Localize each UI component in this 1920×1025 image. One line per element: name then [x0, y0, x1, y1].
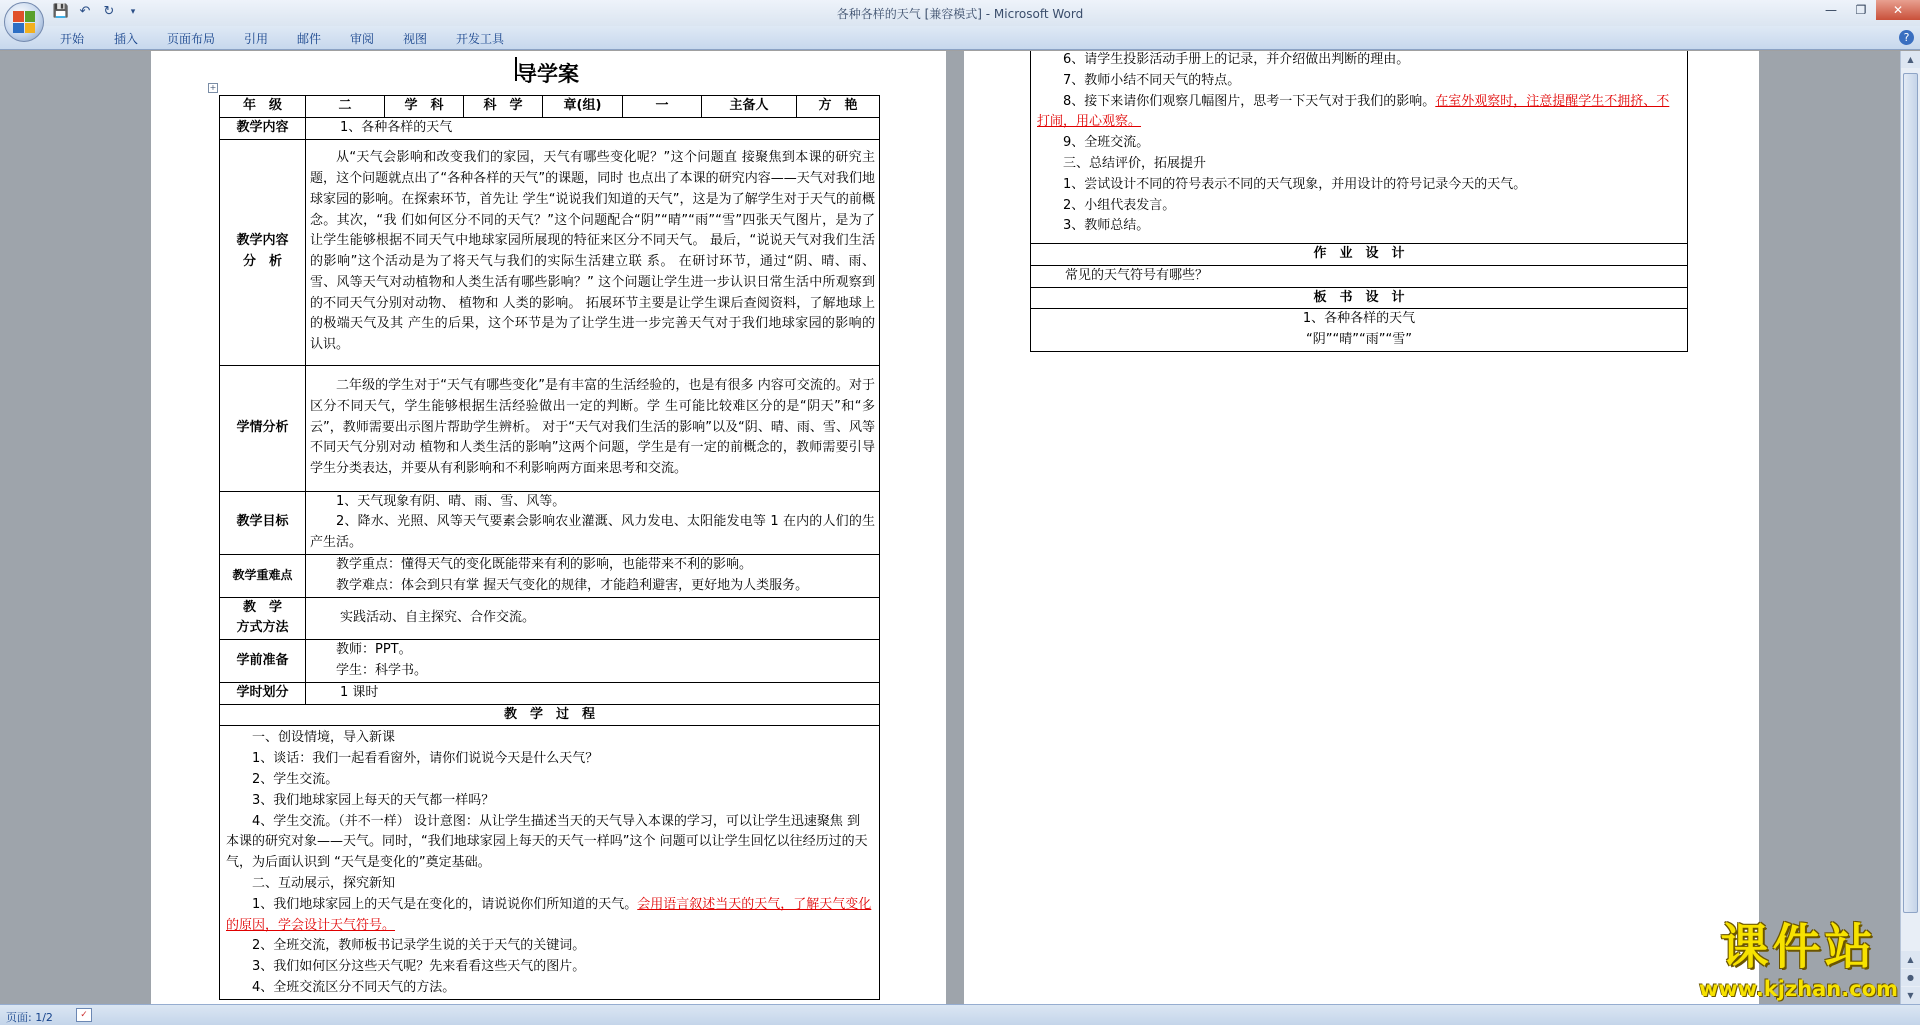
lesson-table-continued — [1030, 51, 1688, 352]
ribbon-tabs — [0, 26, 1920, 50]
student-text: 二年级的学生对于“天气有哪些变化”是有丰富的生活经验的，也是有很多 内容可交流的。对于区分不同天气，学生能够根据生活经验做出一定的判断。学 生可能比较难区分的是“阴天”和“多云”，教师需要出示图片帮助学生辨析。 对于“天气对我们生活的影响”以及“阴、晴、雨、雪、风等不同天气分别对动 植物和人类生活的影响”这两个问题，学生是有一定的前概念的，教师需要引导 学生分类表达，并要从有利影响和不利影响两方面来思考和交流。 — [306, 365, 880, 491]
time-value: 1 课时 — [306, 682, 880, 704]
prep-label: 学前准备 — [220, 640, 306, 683]
process-r3: 3、教师总结。 — [1063, 218, 1150, 234]
minimize-button[interactable]: — — [1825, 3, 1837, 17]
watermark-url: www.kjzhan.com — [1698, 977, 1898, 1001]
office-button[interactable] — [4, 2, 44, 42]
subject-label: 学 科 — [385, 96, 464, 118]
process-q9: 9、全班交流。 — [1063, 135, 1150, 151]
document-workspace — [0, 51, 1900, 1004]
page-1 — [151, 51, 946, 1004]
board-label: 板 书 设 计 — [1031, 287, 1688, 309]
process-section-3: 三、总结评价，拓展提升 — [1063, 155, 1207, 171]
process-q8 — [1037, 92, 1681, 134]
analysis-label — [220, 139, 306, 365]
tab-review[interactable]: 审阅 — [350, 32, 375, 46]
key-label: 教学重难点 — [220, 554, 306, 597]
process-r1: 1、尝试设计不同的符号表示不同的天气现象，并用设计的符号记录今天的天气。 — [1063, 176, 1527, 192]
title-bar — [0, 0, 1920, 26]
customize-qat-icon[interactable]: ▾ — [130, 7, 136, 17]
board-line-1: 1、各种各样的天气 — [1302, 311, 1416, 327]
process-continued-cell — [1031, 51, 1688, 244]
window-title: 各种各样的天气 [兼容模式] - Microsoft Word — [836, 7, 1084, 21]
board-line-2: “阴”“晴”“雨”“雪” — [1306, 332, 1412, 348]
process-q1-text: 1、我们地球家园上的天气是在变化的，请说说你们所知道的天气。 — [252, 896, 638, 912]
method-label-line1: 教 学 — [242, 599, 282, 615]
process-q8-highlight: 在室外观察时，注意提醒学生不拥挤、不打闹，用心观察。 — [1037, 93, 1670, 130]
scroll-up-icon[interactable]: ▲ — [1901, 51, 1920, 68]
watermark-title: 课件站 — [1720, 919, 1877, 975]
watermark-logo — [1699, 908, 1898, 1001]
page-2 — [964, 51, 1759, 1004]
vertical-scrollbar[interactable] — [1900, 51, 1920, 1004]
process-q7: 7、教师小结不同天气的特点。 — [1063, 72, 1241, 88]
process-section-2: 二、互动展示，探究新知 — [252, 875, 396, 891]
process-q6: 6、请学生投影活动手册上的记录，并介绍做出判断的理由。 — [1063, 52, 1410, 67]
prep-line-2: 学生：科学书。 — [336, 662, 428, 678]
process-label: 教 学 过 程 — [220, 704, 880, 726]
page-indicator[interactable]: 页面: 1/2 — [6, 1011, 53, 1024]
tab-insert[interactable]: 插入 — [114, 32, 139, 46]
grade-value: 二 — [306, 96, 385, 118]
goal-line-2: 2、降水、光照、风等天气要素会影响农业灌溉、风力发电、太阳能发电等 1 在内的人们的生产生活。 — [310, 514, 875, 551]
goal-label: 教学目标 — [220, 491, 306, 554]
preparer-label: 主备人 — [702, 96, 797, 118]
process-step-3: 3、我们地球家园上每天的天气都一样吗？ — [252, 792, 495, 808]
key-line-1: 教学重点：懂得天气的变化既能带来有利的影响，也能带来不利的影响。 — [336, 556, 753, 572]
redo-icon[interactable]: ↻ — [103, 4, 115, 19]
process-q4: 4、全班交流区分不同天气的方法。 — [252, 979, 456, 995]
subject-value: 科 学 — [464, 96, 543, 118]
preparer-value: 方 艳 — [797, 96, 880, 118]
content-label: 教学内容 — [220, 117, 306, 139]
next-page-icon[interactable]: ▼ — [1901, 987, 1920, 1004]
chapter-label: 章(组) — [543, 96, 623, 118]
select-browse-object-icon[interactable]: ● — [1901, 969, 1920, 986]
scroll-thumb[interactable] — [1903, 73, 1918, 913]
doc-title: 导学案 — [516, 62, 579, 86]
homework-value: 常见的天气符号有哪些？ — [1031, 265, 1688, 287]
undo-icon[interactable]: ↶ — [79, 4, 91, 19]
tab-mailings[interactable]: 邮件 — [297, 32, 322, 46]
prev-page-icon[interactable]: ▲ — [1901, 951, 1920, 968]
key-line-2: 教学难点：体会到只有掌 握天气变化的规律，才能趋利避害，更好地为人类服务。 — [336, 577, 809, 593]
process-q2: 2、全班交流，教师板书记录学生说的关于天气的关键词。 — [252, 938, 586, 954]
chapter-value: 一 — [623, 96, 702, 118]
grade-label: 年 级 — [220, 96, 306, 118]
process-step-4: 4、学生交流。（并不一样） 设计意图：从让学生描述当天的天气导入本课的学习，可以让学生迅速聚焦 到本课的研究对象——天气。同时，“我们地球家园上每天的天气一样吗”这个 问题可以让学生回忆以往经历过的天气，为后面认识到 “天气是变化的”奠定基础。 — [226, 813, 868, 871]
process-q1-highlight: 会用语言叙述当天的天气，了解天气变化的原因，学会设计天气符号。 — [226, 896, 872, 933]
close-button[interactable]: ✕ — [1876, 0, 1920, 20]
status-bar — [0, 1004, 1920, 1025]
board-cell — [1031, 309, 1688, 352]
analysis-label-line2: 分 析 — [242, 254, 282, 270]
method-label — [220, 597, 306, 640]
tab-home[interactable]: 开始 — [60, 32, 85, 46]
tab-references[interactable]: 引用 — [244, 32, 269, 46]
lesson-table — [219, 95, 880, 1000]
prep-cell — [306, 640, 880, 683]
process-step-2: 2、学生交流。 — [252, 771, 339, 787]
process-q1 — [226, 895, 873, 937]
process-step-1: 1、谈话：我们一起看看窗外，请你们说说今天是什么天气？ — [252, 751, 599, 767]
office-logo-icon — [13, 11, 35, 33]
process-section-1: 一、创设情境，导入新课 — [252, 730, 396, 746]
key-cell — [306, 554, 880, 597]
tab-page-layout[interactable]: 页面布局 — [167, 32, 216, 46]
save-icon[interactable]: 💾 — [52, 4, 70, 19]
goal-line-1: 1、天气现象有阴、晴、雨、雪、风等。 — [336, 493, 566, 509]
process-q3: 3、我们如何区分这些天气呢？先来看看这些天气的图片。 — [252, 959, 586, 975]
student-label: 学情分析 — [220, 365, 306, 491]
process-r2: 2、小组代表发言。 — [1063, 197, 1176, 213]
process-q8-text: 8、接下来请你们观察几幅图片，思考一下天气对于我们的影响。 — [1063, 93, 1436, 109]
method-value: 实践活动、自主探究、合作交流。 — [306, 597, 880, 640]
tab-view[interactable]: 视图 — [403, 32, 428, 46]
table-move-handle-icon[interactable]: + — [209, 83, 217, 92]
maximize-button[interactable]: ❐ — [1855, 3, 1867, 17]
help-icon[interactable]: ? — [1899, 30, 1914, 45]
tab-developer[interactable]: 开发工具 — [456, 32, 505, 46]
analysis-label-line1: 教学内容 — [236, 233, 289, 249]
proofing-icon[interactable]: ✓ — [76, 1008, 92, 1022]
time-label: 学时划分 — [220, 682, 306, 704]
homework-label: 作 业 设 计 — [1031, 244, 1688, 266]
goal-cell — [306, 491, 880, 554]
process-cell — [220, 726, 880, 999]
content-value: 1、各种各样的天气 — [306, 117, 880, 139]
method-label-line2: 方式方法 — [236, 620, 289, 636]
analysis-text: 从“天气会影响和改变我们的家园，天气有哪些变化呢？”这个问题直 接聚焦到本课的研究主题，这个问题就点出了“各种各样的天气”的课题，同时 也点出了本课的研究内容——天气对我们地球家园的影响。在探索环节，首先让 学生“说说我们知道的天气”，这是为了解学生对于天气的前概念。其次，“我 们如何区分不同的天气？”这个问题配合“阴”“晴”“雨”“雪”四张天气图片，是为了让学生能够根据不同天气中地球家园所展现的特征来区分不同天气。 最后，“说说天气对我们生活的影响”这个活动是为了将天气与我们的实际生活建立联 系。 在研讨环节，通过“阴、晴、雨、雪、风等天气对动植物和人类生活有哪些影响？” 这个问题让学生进一步认识日常生活中所观察到的不同天气分别对动物、 植物和 人类的影响。 拓展环节主要是让学生课后查阅资料，了解地球上的极端天气及其 产生的后果，这个环节是为了让学生进一步完善天气对于我们地球家园的影响的 认识。 — [306, 139, 880, 365]
prep-line-1: 教师：PPT。 — [336, 642, 412, 658]
